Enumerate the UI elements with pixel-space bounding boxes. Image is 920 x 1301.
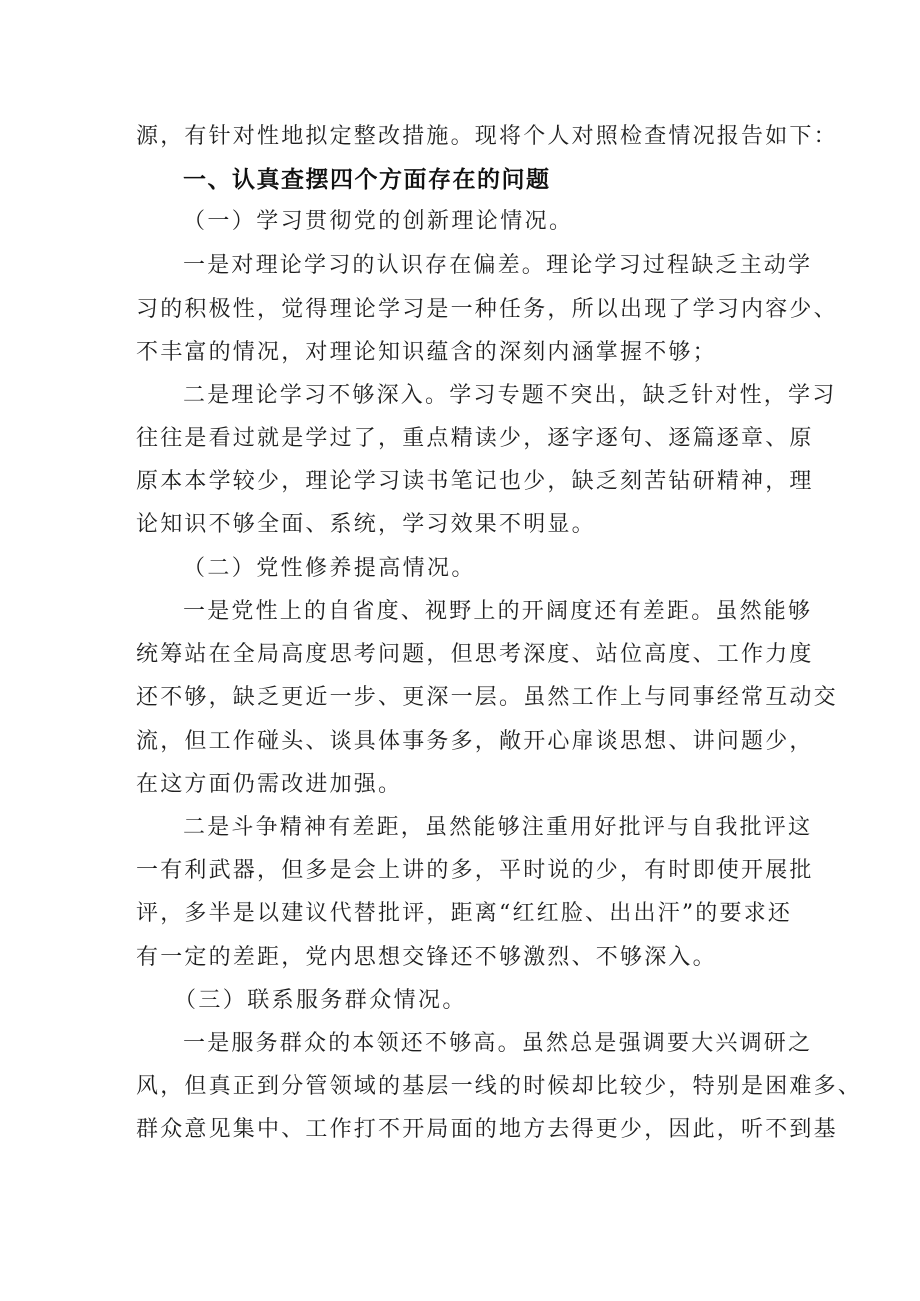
subsection-heading-2: （二）党性修养提高情况。: [183, 556, 476, 581]
body-line: 流，但工作碰头、谈具体事务多，敞开心扉谈思想、讲问题少，: [136, 729, 814, 754]
body-line: 一是党性上的自省度、视野上的开阔度还有差距。虽然能够: [183, 599, 813, 624]
body-line: 有一定的差距，党内思想交锋还不够激烈、不够深入。: [136, 945, 717, 970]
body-line: 习的积极性，觉得理论学习是一种任务，所以出现了学习内容少、: [136, 297, 838, 322]
body-line: 还不够，缺乏更近一步、更深一层。虽然工作上与同事经常互动交: [136, 685, 838, 710]
paragraph-continuation-line: 源，有针对性地拟定整改措施。现将个人对照检查情况报告如下：: [136, 124, 838, 149]
body-line: 统筹站在全局高度思考问题，但思考深度、站位高度、工作力度: [136, 642, 814, 667]
body-line: 不丰富的情况，对理论知识蕴含的深刻内涵掌握不够；: [136, 340, 717, 365]
body-line: 风，但真正到分管领域的基层一线的时候却比较少，特别是困难多、: [136, 1074, 863, 1099]
body-line: 二是理论学习不够深入。学习专题不突出，缺乏针对性，学习: [183, 383, 837, 408]
body-line: 一是服务群众的本领还不够高。虽然总是强调要大兴调研之: [183, 1031, 813, 1056]
body-line: 群众意见集中、工作打不开局面的地方去得更少，因此，听不到基: [136, 1117, 838, 1142]
body-line: 论知识不够全面、系统，学习效果不明显。: [136, 512, 596, 537]
body-line: 二是斗争精神有差距，虽然能够注重用好批评与自我批评这: [183, 815, 813, 840]
body-line: 一有利武器，但多是会上讲的多，平时说的少，有时即使开展批: [136, 858, 814, 883]
body-line: 原本本学较少，理论学习读书笔记也少，缺乏刻苦钻研精神，理: [136, 469, 814, 494]
subsection-heading-3: （三）联系服务群众情况。: [174, 988, 467, 1013]
body-line: 在这方面仍需改进加强。: [136, 772, 403, 797]
body-line: 评，多半是以建议代替批评，距离“红红脸、出出汗”的要求还: [136, 901, 793, 926]
subsection-heading-1: （一）学习贯彻党的创新理论情况。: [183, 209, 574, 234]
body-line: 一是对理论学习的认识存在偏差。理论学习过程缺乏主动学: [183, 253, 813, 278]
section-heading: 一、认真查摆四个方面存在的问题: [183, 167, 551, 193]
body-line: 往往是看过就是学过了，重点精读少，逐字逐句、逐篇逐章、原: [136, 426, 814, 451]
